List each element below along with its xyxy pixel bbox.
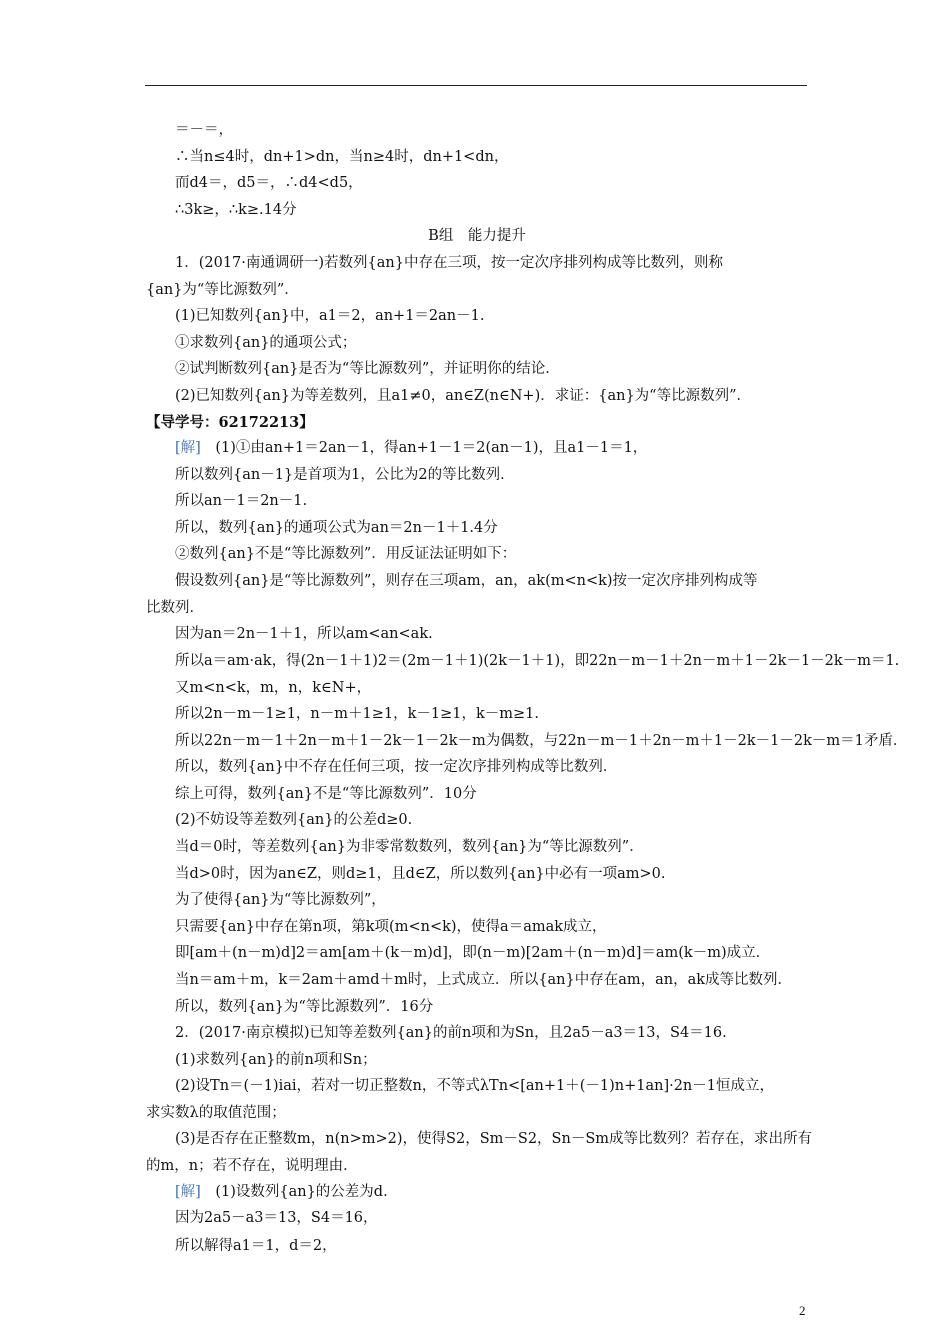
text-line [146, 280, 299, 300]
line-text: (1)求数列{an}的前n项和Sn； [175, 1052, 377, 1068]
line-text: ②试判断数列{an}是否为“等比源数列”，并证明你的结论． [175, 361, 560, 377]
line-text: ①求数列{an}的通项公式； [175, 335, 357, 351]
text-line [146, 1156, 358, 1176]
line-text: 所以，数列{an}中不存在任何三项，按一定次序排列构成等比数列． [175, 759, 618, 775]
line-text: (1)设数列{an}的公差为d. [215, 1184, 388, 1200]
line-text: ∴3k≥，∴k≥.14分 [175, 202, 297, 218]
text-line [146, 173, 363, 193]
line-text: 所以解得a1＝1，d＝2， [175, 1238, 337, 1254]
text-line [146, 465, 515, 485]
line-text: 【导学号：62172213】 [146, 414, 314, 431]
line-text: 又m<n<k，m，n，k∈N+， [175, 680, 372, 696]
text-line [146, 147, 508, 167]
text-line [146, 810, 412, 830]
line-text: (2)设Tn＝(－1)iai，若对一切正整数n，不等式λTn<[an+1＋(－1)n+1an]·2n－1恒成立， [175, 1078, 775, 1094]
text-line [146, 598, 204, 618]
line-text: 的m，n；若不存在，说明理由． [146, 1158, 358, 1174]
text-line [146, 333, 356, 353]
line-text: (3)是否存在正整数m，n(n>m>2)，使得S2，Sm－S2，Sn－Sm成等比数列？若存在，求出所有 [175, 1131, 813, 1147]
page-number: 2 [799, 1303, 806, 1318]
line-text: 当n＝am＋m，k＝2am＋amd＋m时，上式成立．所以{an}中存在am，an，ak成等比数列． [175, 972, 793, 988]
text-line [146, 917, 607, 937]
line-text: ②数列{an}不是“等比源数列”．用反证法证明如下： [175, 546, 517, 562]
text-line [146, 757, 617, 777]
text-line [146, 1129, 812, 1149]
line-text: 当d>0时，因为an∈Z，则d≥1，且d∈Z，所以数列{an}中必有一项am>0. [175, 866, 666, 882]
text-line [146, 731, 907, 751]
text-line [146, 1182, 388, 1202]
line-text: 所以an－1＝2n－1. [175, 493, 308, 509]
line-text: 即[am＋(n－m)d]2＝am[am＋(k－m)d]，即(n－m)[2am＋(n－m)d]＝am(k－m)成立． [175, 945, 771, 961]
text-line [146, 253, 723, 273]
text-line [146, 678, 371, 698]
text-line [146, 413, 314, 433]
line-text: 而d4＝，d5＝，∴d4<d5， [175, 175, 363, 191]
line-text: (2)不妨设等差数列{an}的公差d≥0. [175, 812, 413, 828]
line-text: B组 能力提升 [428, 228, 526, 244]
line-text: 所以数列{an－1}是首项为1，公比为2的等比数列． [175, 467, 515, 483]
solution-marker: [解] [175, 440, 201, 456]
text-line [146, 120, 233, 140]
text-line [146, 518, 498, 538]
line-text: ∴当n≤4时，dn+1>dn，当n≥4时，dn+1<dn， [175, 149, 509, 165]
text-line [146, 491, 307, 511]
text-line [146, 1103, 286, 1123]
line-text: 当d＝0时，等差数列{an}为非零常数数列，数列{an}为“等比源数列”． [175, 839, 644, 855]
line-text: 求实数λ的取值范围； [146, 1105, 286, 1121]
section-heading [146, 226, 808, 246]
text-line [146, 1023, 727, 1043]
text-line [146, 1076, 774, 1096]
line-text: 2．(2017·南京模拟)已知等差数列{an}的前n项和为Sn，且2a5－a3＝13，S4＝16. [175, 1025, 727, 1041]
line-text: 所以22n－m－1＋2n－m＋1－2k－1－2k－m为偶数，与22n－m－1＋2n－m＋1－2k－1－2k－m＝1矛盾． [175, 733, 908, 749]
line-text: 为了使得{an}为“等比源数列”， [175, 892, 386, 908]
text-line [146, 651, 899, 671]
text-line [146, 1050, 377, 1070]
text-line [146, 624, 433, 644]
text-line [146, 438, 647, 458]
line-text: 所以，数列{an}的通项公式为an＝2n－1＋1.4分 [175, 520, 498, 536]
text-line [146, 943, 770, 963]
text-line [146, 1208, 378, 1228]
text-line [146, 571, 758, 591]
text-line [146, 306, 484, 326]
text-line [146, 864, 666, 884]
text-line [146, 784, 477, 804]
line-text: 因为2a5－a3＝13，S4＝16， [175, 1210, 378, 1226]
text-line [146, 704, 539, 724]
solution-marker: [解] [175, 1184, 201, 1200]
text-line [146, 200, 297, 220]
line-text: 综上可得，数列{an}不是“等比源数列”．10分 [175, 786, 477, 802]
text-line [146, 544, 516, 564]
line-text: 比数列． [146, 600, 204, 616]
line-text: (2)已知数列{an}为等差数列，且a1≠0，an∈Z(n∈N+)．求证：{an}为“等比源数列”． [175, 388, 751, 404]
line-text: ＝－＝， [175, 122, 233, 138]
line-text: (1)已知数列{an}中，a1＝2，an+1＝2an－1. [175, 308, 485, 324]
line-text: 所以a＝am·ak，得(2n－1＋1)2＝(2m－1＋1)(2k－1＋1)，即22n－m－1＋2n－m＋1－2k－1－2k－m＝1. [175, 653, 900, 669]
text-line [146, 997, 433, 1017]
text-line [146, 359, 560, 379]
line-text: 只需要{an}中存在第n项，第k项(m<n<k)，使得a＝amak成立， [175, 919, 607, 935]
line-text: {an}为“等比源数列”． [146, 282, 299, 298]
text-line [146, 1236, 337, 1256]
header-rule [145, 85, 807, 86]
text-line [146, 837, 644, 857]
line-text: 所以，数列{an}为“等比源数列”．16分 [175, 999, 434, 1015]
line-text: 假设数列{an}是“等比源数列”，则存在三项am，an，ak(m<n<k)按一定次序排列构成等 [175, 573, 758, 589]
text-line [146, 970, 792, 990]
line-text: 所以2n－m－1≥1，n－m＋1≥1，k－1≥1，k－m≥1. [175, 706, 540, 722]
text-line [146, 890, 386, 910]
line-text: 1．(2017·南通调研一)若数列{an}中存在三项，按一定次序排列构成等比数列，则称 [175, 255, 723, 271]
text-line [146, 386, 751, 406]
line-text: 因为an＝2n－1＋1，所以am<an<ak. [175, 626, 433, 642]
line-text: (1)①由an+1＝2an－1，得an+1－1＝2(an－1)，且a1－1＝1， [215, 440, 648, 456]
